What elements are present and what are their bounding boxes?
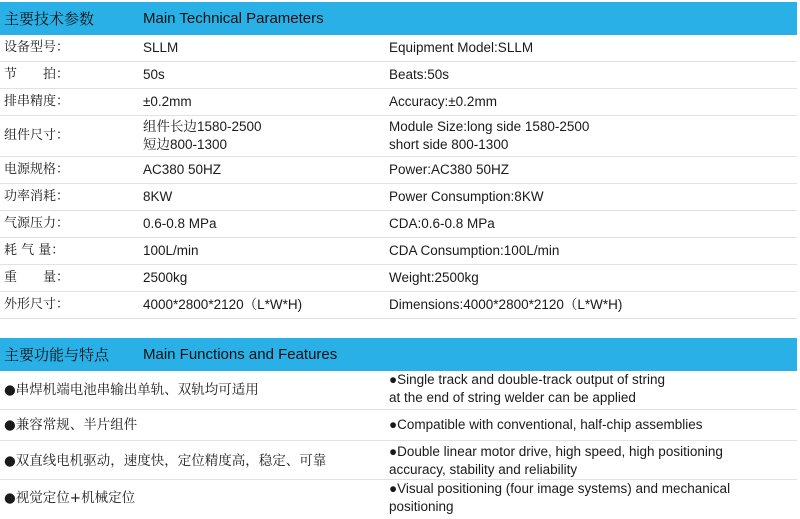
param-value: 8KW [143,189,173,204]
feature-en-line1: ●Double linear motor drive, high speed, high positioning [389,444,723,459]
param-value: SLLM [143,40,179,55]
param-label: 重 量： [4,270,70,285]
param-row-weight [0,265,797,291]
param-row-module-size [0,116,797,156]
param-en: Dimensions:4000*2800*2120（L*W*H) [389,297,623,312]
param-value: 50s [143,67,165,82]
feature-en-line2: accuracy, stability and reliability [389,462,578,477]
feature-en [389,443,789,479]
params-header-en: Main Technical Parameters [143,10,324,27]
feature-en [389,480,789,516]
param-row-consumption [0,184,797,210]
param-en: CDA Consumption:100L/min [389,243,560,258]
param-value: 2500kg [143,270,188,285]
params-header [0,2,797,35]
param-row-cda [0,211,797,237]
feature-en [389,371,789,407]
param-row-cda-consumption [0,238,797,264]
feature-en [389,416,789,434]
feature-en-line2: at the end of string welder can be applied [389,390,636,405]
param-value: AC380 50HZ [143,162,222,177]
param-label: 外形尺寸： [4,297,70,312]
param-label: 组件尺寸： [4,128,70,143]
feature-row [0,480,797,518]
feature-en-line1: ●Compatible with conventional, half-chip assemblies [389,417,703,432]
param-row-power [0,157,797,183]
param-row-beats [0,62,797,88]
feature-row [0,410,797,440]
feature-cn: ●串焊机端电池串输出单轨、双轨均可适用 [4,382,259,398]
params-header-cn: 主要技术参数 [4,10,95,28]
param-label: 耗 气 量： [4,243,65,258]
param-row-dimensions [0,292,797,318]
param-label: 设备型号： [4,40,70,55]
param-value: 0.6-0.8 MPa [143,216,217,231]
features-header-cn: 主要功能与特点 [4,346,110,364]
param-en: Power:AC380 50HZ [389,162,510,177]
feature-cn: ●视觉定位+机械定位 [4,490,136,506]
param-value: ±0.2mm [143,94,192,109]
param-label: 功率消耗： [4,189,70,204]
feature-cn: ●双直线电机驱动，速度快，定位精度高，稳定、可靠 [4,453,327,469]
param-label: 气源压力： [4,216,70,231]
param-label: 排串精度： [4,94,70,109]
feature-en-line1: ●Visual positioning (four image systems) and mechanical [389,481,731,496]
param-row-accuracy [0,89,797,115]
param-value: 组件长边1580-2500 [143,119,262,134]
feature-cn: ●兼容常规、半片组件 [4,417,138,433]
param-value: 100L/min [143,243,199,258]
param-label: 电源规格： [4,162,70,177]
feature-en-line2: positioning [389,499,454,514]
param-en: Equipment Model:SLLM [389,40,534,55]
param-en: Accuracy:±0.2mm [389,94,497,109]
param-en-line2: short side 800-1300 [389,137,509,152]
param-en: CDA:0.6-0.8 MPa [389,216,495,231]
param-en: Module Size:long side 1580-2500 [389,119,590,134]
features-header [0,338,797,371]
param-value-line2: 短边800-1300 [143,137,228,152]
param-label: 节 拍： [4,67,70,82]
param-en: Beats:50s [389,67,450,82]
param-en: Weight:2500kg [389,270,479,285]
divider [0,318,797,319]
feature-row [0,371,797,409]
features-header-en: Main Functions and Features [143,346,338,363]
feature-row [0,441,797,479]
param-value: 4000*2800*2120（L*W*H) [143,297,303,312]
param-row-model [0,35,797,61]
feature-en-line1: ●Single track and double-track output of string [389,372,666,387]
param-en: Power Consumption:8KW [389,189,544,204]
